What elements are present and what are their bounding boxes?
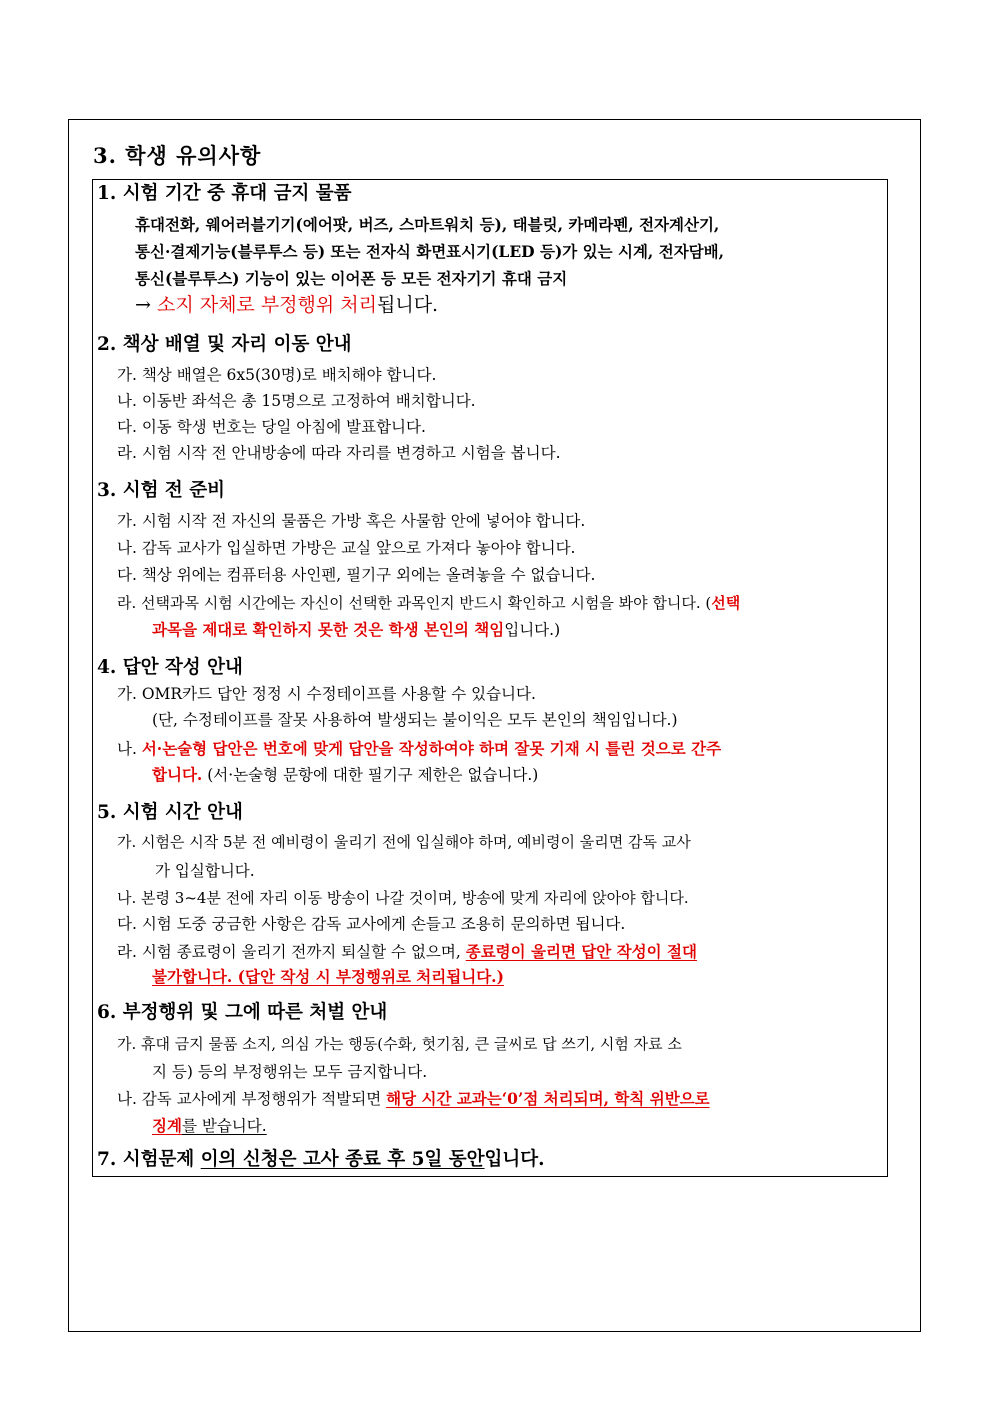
s4-item-b-tail: (서·논술형 문항에 대한 필기구 제한은 없습니다.) [202,766,539,784]
s2-item-d: 라. 시험 시작 전 안내방송에 따라 자리를 변경하고 시험을 봅니다. [117,444,561,462]
s3-item-d-tail: 입니다.) [504,621,561,639]
s3-item-d-red-2: 과목을 제대로 확인하지 못한 것은 학생 본인의 책임 [152,620,505,639]
s6-item-b-line2 [152,1118,267,1135]
s3-item-b: 나. 감독 교사가 입실하면 가방은 교실 앞으로 가져다 놓아야 합니다. [117,539,576,557]
s5-item-a-line2: 가 입실합니다. [155,862,255,880]
s4-item-b-line2 [152,767,538,784]
s4-item-b-red-2: 합니다. [152,765,203,784]
s2-item-c: 다. 이동 학생 번호는 당일 아침에 발표합니다. [117,418,426,436]
s6-item-b-red: 해당 시간 교과는‘0’점 처리되며, 학칙 위반으로 [386,1089,710,1108]
s7-prefix: 7. 시험문제 [97,1149,201,1170]
s4-item-b-prefix: 나. [117,740,142,758]
s6-item-a-line2: 지 등) 등의 부정행위는 모두 금지합니다. [152,1063,428,1081]
section-7-heading [97,1151,545,1170]
s5-item-d-red-2: 불가합니다. (답안 작성 시 부정행위로 처리됩니다.) [152,967,504,986]
s4-item-b-red: 서·논술형 답안은 번호에 맞게 답안을 작성하여야 하며 잘못 기재 시 틀린 것으로 간주 [141,739,722,758]
section-6-heading: 6. 부정행위 및 그에 따른 처벌 안내 [97,1002,388,1023]
section-2-heading: 2. 책상 배열 및 자리 이동 안내 [97,334,352,355]
s6-item-a-line1: 가. 휴대 금지 물품 소지, 의심 가는 행동(수화, 헛기침, 큰 글씨로 답 쓰기, 시험 자료 소 [117,1035,682,1053]
s6-item-b-line1 [117,1091,710,1108]
s3-item-d-line2 [152,622,560,639]
arrow-icon: → [135,294,151,316]
s1-warning-emphasis: 소지 자체로 부정행위 처리 [156,294,377,316]
s1-warning-tail: 됩니다. [376,294,439,316]
s1-line-3: 통신(블루투스) 기능이 있는 이어폰 등 모든 전자기기 휴대 금지 [135,269,568,288]
s5-item-d-line1 [117,944,697,961]
s6-item-b-tail: 를 받습니다. [181,1117,267,1135]
s7-emphasis: 이의 신청은 고사 종료 후 5일 동안 [200,1149,485,1170]
s5-item-d-red: 종료령이 울리면 답안 작성이 절대 [465,942,697,961]
s5-item-a-line1: 가. 시험은 시작 5분 전 예비령이 울리기 전에 입실해야 하며, 예비령이 울리면 감독 교사 [117,833,691,851]
section-1-heading: 1. 시험 기간 중 휴대 금지 물품 [97,183,352,204]
section-5-heading: 5. 시험 시간 안내 [97,802,243,823]
s5-item-b: 나. 본령 3~4분 전에 자리 이동 방송이 나갈 것이며, 방송에 맞게 자리에 앉아야 합니다. [117,889,689,907]
page-title: 3. 학생 유의사항 [93,143,262,168]
s4-item-a-line1: 가. OMR카드 답안 정정 시 수정테이프를 사용할 수 있습니다. [117,685,536,703]
s1-line-1: 휴대전화, 웨어러블기기(에어팟, 버즈, 스마트워치 등), 태블릿, 카메라펜, 전자계산기, [135,215,720,234]
s6-item-b-text: 나. 감독 교사에게 부정행위가 적발되면 [117,1090,387,1108]
s5-item-d-text: 라. 시험 종료령이 울리기 전까지 퇴실할 수 없으며, [117,943,466,961]
s4-item-a-line2: (단, 수정테이프를 잘못 사용하여 발생되는 불이익은 모두 본인의 책임입니다.) [152,711,678,729]
s3-item-a: 가. 시험 시작 전 자신의 물품은 가방 혹은 사물함 안에 넣어야 합니다. [117,512,586,530]
s3-item-d-line1 [117,596,740,611]
s1-line-2: 통신·결제기능(블루투스 등) 또는 전자식 화면표시기(LED 등)가 있는 시계, 전자담배, [135,242,725,261]
s7-tail: 입니다. [484,1149,545,1170]
s6-item-b-red-2: 징계 [152,1116,182,1135]
s5-item-c: 다. 시험 도중 궁금한 사항은 감독 교사에게 손들고 조용히 문의하면 됩니다. [117,915,626,933]
s4-item-b-line1 [117,741,721,758]
section-4-heading: 4. 답안 작성 안내 [97,657,243,678]
s3-item-c: 다. 책상 위에는 컴퓨터용 사인펜, 필기구 외에는 올려놓을 수 없습니다. [117,566,596,584]
s1-warning [135,296,438,315]
s5-item-d-line2 [152,969,504,986]
notice-box [92,179,888,1177]
section-3-heading: 3. 시험 전 준비 [97,480,225,501]
s3-item-d-text: 라. 선택과목 시험 시간에는 자신이 선택한 과목인지 반드시 확인하고 시험을 봐야 합니다. ( [117,594,712,612]
s2-item-a: 가. 책상 배열은 6x5(30명)로 배치해야 합니다. [117,366,437,384]
s2-item-b: 나. 이동반 좌석은 총 15명으로 고정하여 배치합니다. [117,392,476,410]
s3-item-d-red: 선택 [711,594,741,612]
